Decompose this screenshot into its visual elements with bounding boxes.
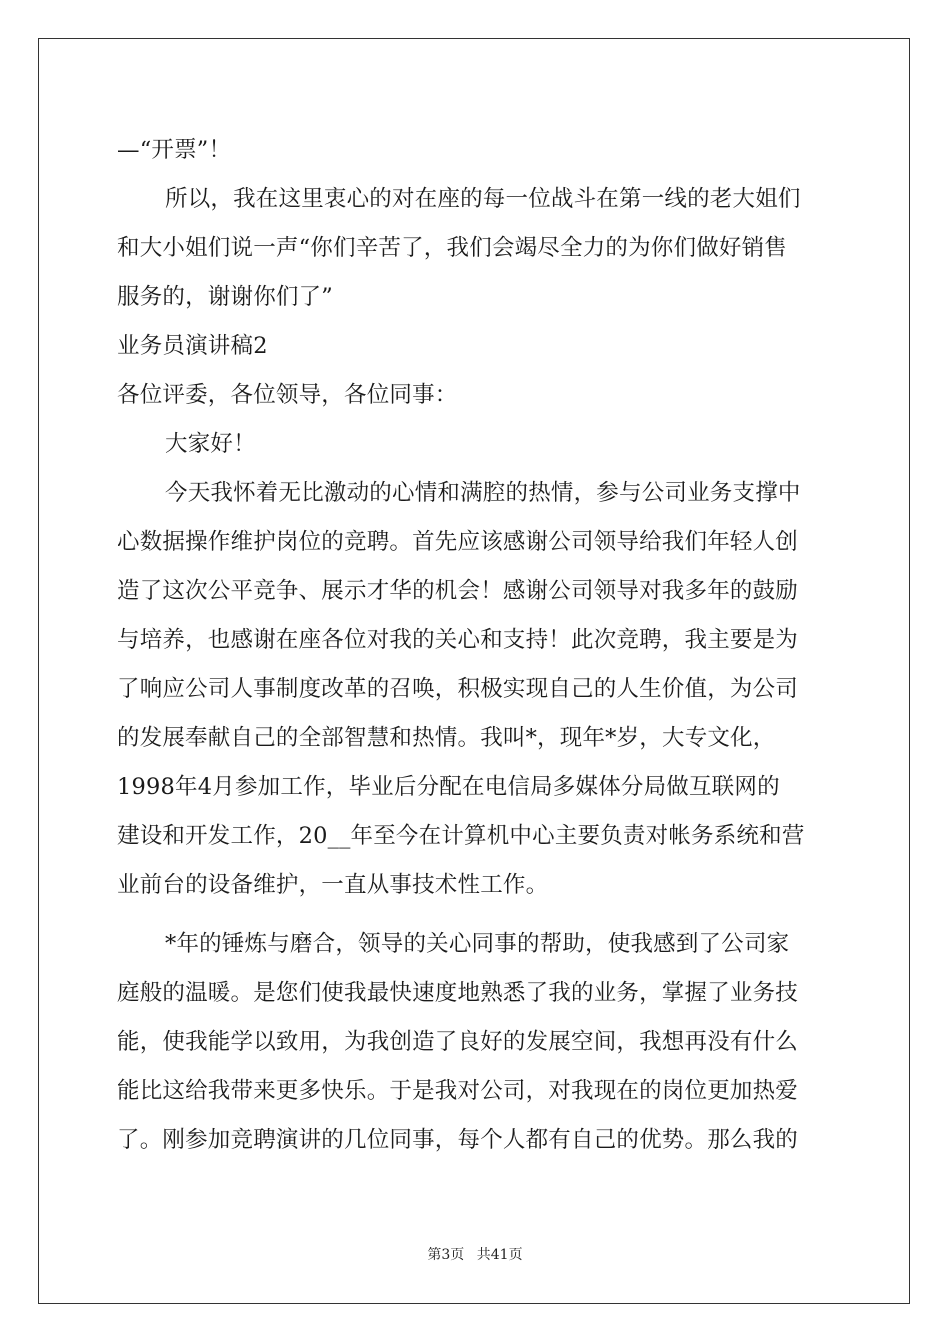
document-body	[117, 126, 837, 1165]
text-line: 了。刚参加竞聘演讲的几位同事，每个人都有自己的优势。那么我的	[117, 1127, 799, 1153]
text-line: 建设和开发工作，20__年至今在计算机中心主要负责对帐务系统和营	[117, 823, 805, 849]
text-line: 1998年4月参加工作，毕业后分配在电信局多媒体分局做互联网的	[117, 774, 780, 800]
text-line: 心数据操作维护岗位的竞聘。首先应该感谢公司领导给我们年轻人创	[117, 529, 799, 555]
greeting: 大家好！	[165, 431, 256, 457]
text-line: 今天我怀着无比激动的心情和满腔的热情，参与公司业务支撑中	[165, 480, 801, 506]
text-line: 与培养，也感谢在座各位对我的关心和支持！此次竞聘，我主要是为	[117, 627, 799, 653]
text-line: 所以，我在这里衷心的对在座的每一位战斗在第一线的老大姐们	[165, 186, 801, 212]
section-title: 业务员演讲稿2	[117, 333, 268, 359]
page-footer	[0, 1244, 950, 1264]
text-line: 和大小姐们说一声“你们辛苦了，我们会竭尽全力的为你们做好销售	[117, 235, 788, 261]
text-line: 造了这次公平竞争、展示才华的机会！感谢公司领导对我多年的鼓励	[117, 578, 799, 604]
text-line: *年的锤炼与磨合，领导的关心同事的帮助，使我感到了公司家	[165, 931, 790, 957]
paragraph-gap	[117, 910, 837, 920]
text-line: 能，使我能学以致用，为我创造了良好的发展空间，我想再没有什么	[117, 1029, 799, 1055]
salutation: 各位评委，各位领导，各位同事：	[117, 382, 458, 408]
text-line: 了响应公司人事制度改革的召唤，积极实现自己的人生价值，为公司	[117, 676, 799, 702]
text-line: 庭般的温暖。是您们使我最快速度地熟悉了我的业务，掌握了业务技	[117, 980, 799, 1006]
text-line: —“开票”！	[117, 137, 232, 163]
page-number: 第3页	[427, 1247, 465, 1263]
text-line: 服务的，谢谢你们了”	[117, 284, 334, 310]
text-line: 业前台的设备维护，一直从事技术性工作。	[117, 872, 549, 898]
text-line: 能比这给我带来更多快乐。于是我对公司，对我现在的岗位更加热爱	[117, 1078, 799, 1104]
text-line: 的发展奉献自己的全部智慧和热情。我叫*，现年*岁，大专文化，	[117, 725, 776, 751]
page-total: 共41页	[476, 1247, 523, 1263]
